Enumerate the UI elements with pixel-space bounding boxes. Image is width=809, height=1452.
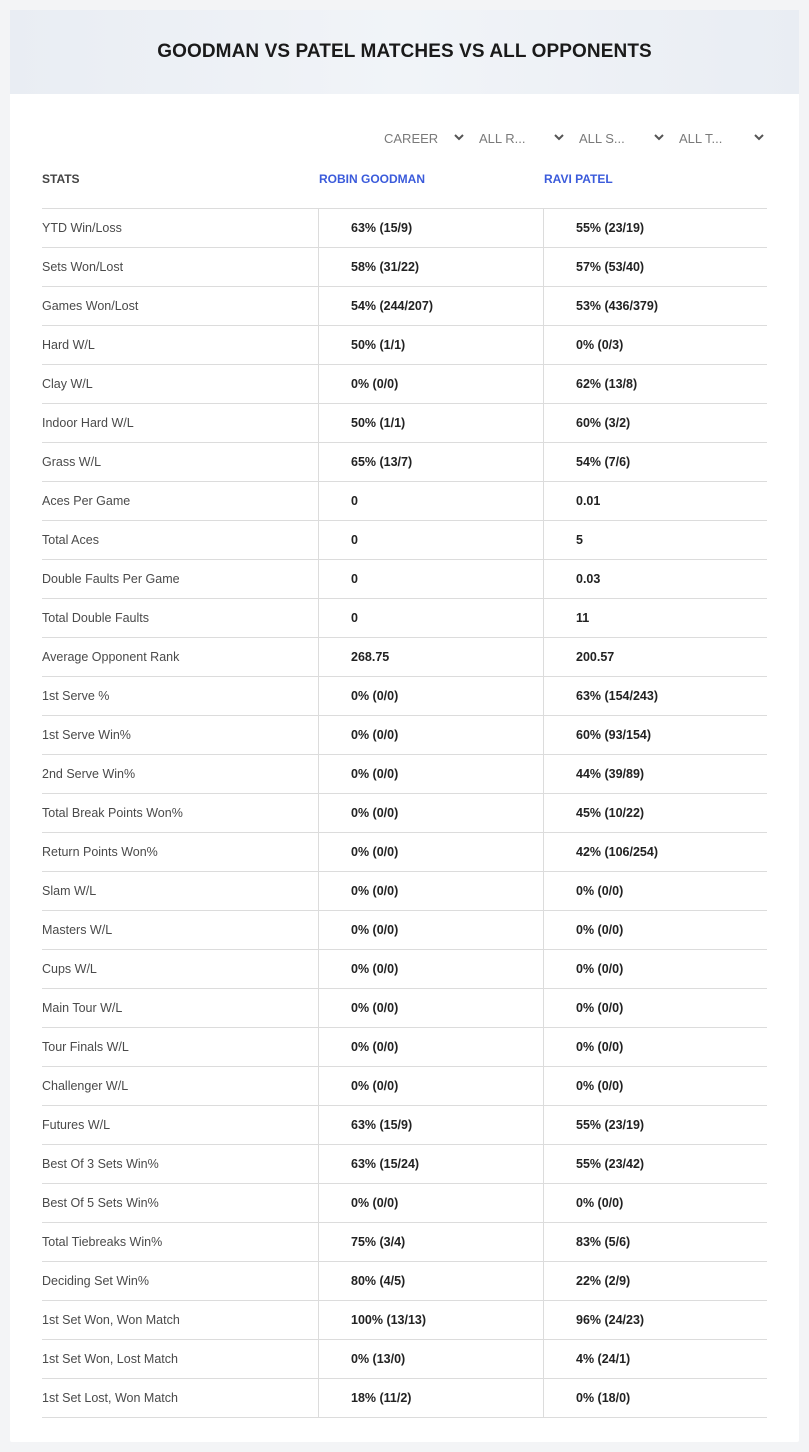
stat-label: 2nd Serve Win% bbox=[42, 767, 136, 781]
player1-value: 65% (13/7) bbox=[318, 443, 543, 481]
stat-label: Slam W/L bbox=[42, 884, 97, 898]
table-row bbox=[42, 1028, 767, 1067]
stat-label: Average Opponent Rank bbox=[42, 650, 180, 664]
player2-value: 5 bbox=[543, 521, 767, 559]
stat-label: Masters W/L bbox=[42, 923, 113, 937]
chevron-down-icon bbox=[753, 131, 765, 143]
player1-value: 0% (13/0) bbox=[318, 1340, 543, 1378]
stat-label: Return Points Won% bbox=[42, 845, 158, 859]
player1-value: 0% (0/0) bbox=[318, 950, 543, 988]
table-row bbox=[42, 404, 767, 443]
player1-value: 18% (11/2) bbox=[318, 1379, 543, 1417]
player1-value: 50% (1/1) bbox=[318, 326, 543, 364]
player2-value: 42% (106/254) bbox=[543, 833, 767, 871]
tournament-select[interactable] bbox=[679, 126, 765, 150]
table-row bbox=[42, 287, 767, 326]
table-row bbox=[42, 365, 767, 404]
card-header bbox=[10, 10, 799, 94]
player2-value: 0% (0/0) bbox=[543, 911, 767, 949]
table-row bbox=[42, 989, 767, 1028]
stat-label: 1st Serve Win% bbox=[42, 728, 131, 742]
table-row bbox=[42, 1145, 767, 1184]
player1-value: 50% (1/1) bbox=[318, 404, 543, 442]
player1-value: 0 bbox=[318, 599, 543, 637]
tournament-select-label: ALL T... bbox=[679, 130, 723, 146]
player2-value: 45% (10/22) bbox=[543, 794, 767, 832]
stat-label: Best Of 5 Sets Win% bbox=[42, 1196, 159, 1210]
stat-label: Clay W/L bbox=[42, 377, 93, 391]
table-row bbox=[42, 638, 767, 677]
table-row bbox=[42, 1301, 767, 1340]
table-row bbox=[42, 872, 767, 911]
stat-label: Indoor Hard W/L bbox=[42, 416, 134, 430]
player2-value: 0% (0/0) bbox=[543, 1067, 767, 1105]
player1-value: 0% (0/0) bbox=[318, 989, 543, 1027]
table-row bbox=[42, 248, 767, 287]
stat-label: Tour Finals W/L bbox=[42, 1040, 129, 1054]
player2-value: 0% (0/0) bbox=[543, 1028, 767, 1066]
player2-value: 63% (154/243) bbox=[543, 677, 767, 715]
table-row bbox=[42, 911, 767, 950]
player2-value: 0.03 bbox=[543, 560, 767, 598]
stats-card bbox=[10, 10, 799, 1442]
player1-value: 63% (15/9) bbox=[318, 1106, 543, 1144]
stat-label: Double Faults Per Game bbox=[42, 572, 180, 586]
filter-bar bbox=[10, 126, 799, 150]
player1-value: 100% (13/13) bbox=[318, 1301, 543, 1339]
stat-label: Futures W/L bbox=[42, 1118, 111, 1132]
player2-value: 0% (0/3) bbox=[543, 326, 767, 364]
stat-label: 1st Set Won, Won Match bbox=[42, 1313, 180, 1327]
player2-value: 62% (13/8) bbox=[543, 365, 767, 403]
stat-label: Games Won/Lost bbox=[42, 299, 139, 313]
player1-value: 0 bbox=[318, 521, 543, 559]
period-select[interactable] bbox=[384, 126, 465, 150]
player2-value: 0% (0/0) bbox=[543, 872, 767, 910]
player1-value: 0% (0/0) bbox=[318, 911, 543, 949]
player2-value: 53% (436/379) bbox=[543, 287, 767, 325]
table-row bbox=[42, 1106, 767, 1145]
player1-value: 58% (31/22) bbox=[318, 248, 543, 286]
table-row bbox=[42, 1340, 767, 1379]
player1-value: 0% (0/0) bbox=[318, 833, 543, 871]
surface-select[interactable] bbox=[579, 126, 665, 150]
player1-value: 0% (0/0) bbox=[318, 755, 543, 793]
stat-label: Best Of 3 Sets Win% bbox=[42, 1157, 159, 1171]
period-select-label: CAREER bbox=[384, 130, 439, 146]
page-title: GOODMAN VS PATEL MATCHES VS ALL OPPONENTS bbox=[157, 41, 652, 62]
player1-value: 63% (15/24) bbox=[318, 1145, 543, 1183]
table-row bbox=[42, 794, 767, 833]
player1-value: 0% (0/0) bbox=[318, 677, 543, 715]
player2-value: 200.57 bbox=[543, 638, 767, 676]
player2-value: 11 bbox=[543, 599, 767, 637]
stat-label: Total Break Points Won% bbox=[42, 806, 183, 820]
player1-value: 0% (0/0) bbox=[318, 1067, 543, 1105]
table-row bbox=[42, 1379, 767, 1418]
stats-column-header: STATS bbox=[42, 172, 80, 186]
player2-value: 0.01 bbox=[543, 482, 767, 520]
stat-label: 1st Set Won, Lost Match bbox=[42, 1352, 178, 1366]
player1-value: 268.75 bbox=[318, 638, 543, 676]
table-row bbox=[42, 209, 767, 248]
stat-label: Cups W/L bbox=[42, 962, 97, 976]
player2-value: 60% (93/154) bbox=[543, 716, 767, 754]
table-row bbox=[42, 677, 767, 716]
player1-value: 0% (0/0) bbox=[318, 365, 543, 403]
player1-value: 75% (3/4) bbox=[318, 1223, 543, 1261]
chevron-down-icon bbox=[453, 131, 465, 143]
round-select-label: ALL R... bbox=[479, 130, 526, 146]
stat-label: Hard W/L bbox=[42, 338, 95, 352]
player2-value: 0% (18/0) bbox=[543, 1379, 767, 1417]
player1-value: 0% (0/0) bbox=[318, 794, 543, 832]
stat-label: Challenger W/L bbox=[42, 1079, 129, 1093]
stat-label: Sets Won/Lost bbox=[42, 260, 124, 274]
table-row bbox=[42, 482, 767, 521]
stat-label: YTD Win/Loss bbox=[42, 221, 122, 235]
player2-value: 55% (23/19) bbox=[543, 1106, 767, 1144]
table-row bbox=[42, 716, 767, 755]
player1-value: 80% (4/5) bbox=[318, 1262, 543, 1300]
player1-value: 0 bbox=[318, 482, 543, 520]
player2-value: 96% (24/23) bbox=[543, 1301, 767, 1339]
stat-label: Deciding Set Win% bbox=[42, 1274, 149, 1288]
player2-value: 83% (5/6) bbox=[543, 1223, 767, 1261]
chevron-down-icon bbox=[553, 131, 565, 143]
stat-label: Aces Per Game bbox=[42, 494, 131, 508]
player2-value: 0% (0/0) bbox=[543, 989, 767, 1027]
player1-value: 0% (0/0) bbox=[318, 716, 543, 754]
table-row bbox=[42, 1223, 767, 1262]
chevron-down-icon bbox=[653, 131, 665, 143]
stat-label: Grass W/L bbox=[42, 455, 102, 469]
stats-table-body bbox=[42, 208, 767, 1418]
player2-value: 4% (24/1) bbox=[543, 1340, 767, 1378]
player2-value: 57% (53/40) bbox=[543, 248, 767, 286]
player2-link[interactable]: RAVI PATEL bbox=[544, 172, 613, 186]
player2-value: 0% (0/0) bbox=[543, 950, 767, 988]
player2-value: 22% (2/9) bbox=[543, 1262, 767, 1300]
table-row bbox=[42, 1184, 767, 1223]
stat-label: Main Tour W/L bbox=[42, 1001, 123, 1015]
stat-label: 1st Serve % bbox=[42, 689, 110, 703]
stat-label: Total Double Faults bbox=[42, 611, 150, 625]
player1-value: 0% (0/0) bbox=[318, 872, 543, 910]
round-select[interactable] bbox=[479, 126, 565, 150]
player2-value: 60% (3/2) bbox=[543, 404, 767, 442]
player2-value: 54% (7/6) bbox=[543, 443, 767, 481]
stat-label: Total Tiebreaks Win% bbox=[42, 1235, 163, 1249]
player1-value: 54% (244/207) bbox=[318, 287, 543, 325]
player1-link[interactable]: ROBIN GOODMAN bbox=[319, 172, 425, 186]
table-row bbox=[42, 560, 767, 599]
table-row bbox=[42, 1262, 767, 1301]
player2-value: 44% (39/89) bbox=[543, 755, 767, 793]
table-row bbox=[42, 1067, 767, 1106]
player2-value: 0% (0/0) bbox=[543, 1184, 767, 1222]
player1-value: 63% (15/9) bbox=[318, 209, 543, 247]
table-row bbox=[42, 833, 767, 872]
table-row bbox=[42, 950, 767, 989]
player1-value: 0 bbox=[318, 560, 543, 598]
table-row bbox=[42, 326, 767, 365]
stat-label: Total Aces bbox=[42, 533, 99, 547]
table-row bbox=[42, 599, 767, 638]
table-row bbox=[42, 443, 767, 482]
player2-value: 55% (23/19) bbox=[543, 209, 767, 247]
player1-value: 0% (0/0) bbox=[318, 1184, 543, 1222]
stat-label: 1st Set Lost, Won Match bbox=[42, 1391, 178, 1405]
table-header bbox=[42, 168, 767, 208]
player2-value: 55% (23/42) bbox=[543, 1145, 767, 1183]
player1-value: 0% (0/0) bbox=[318, 1028, 543, 1066]
table-row bbox=[42, 521, 767, 560]
table-row bbox=[42, 755, 767, 794]
surface-select-label: ALL S... bbox=[579, 130, 625, 146]
